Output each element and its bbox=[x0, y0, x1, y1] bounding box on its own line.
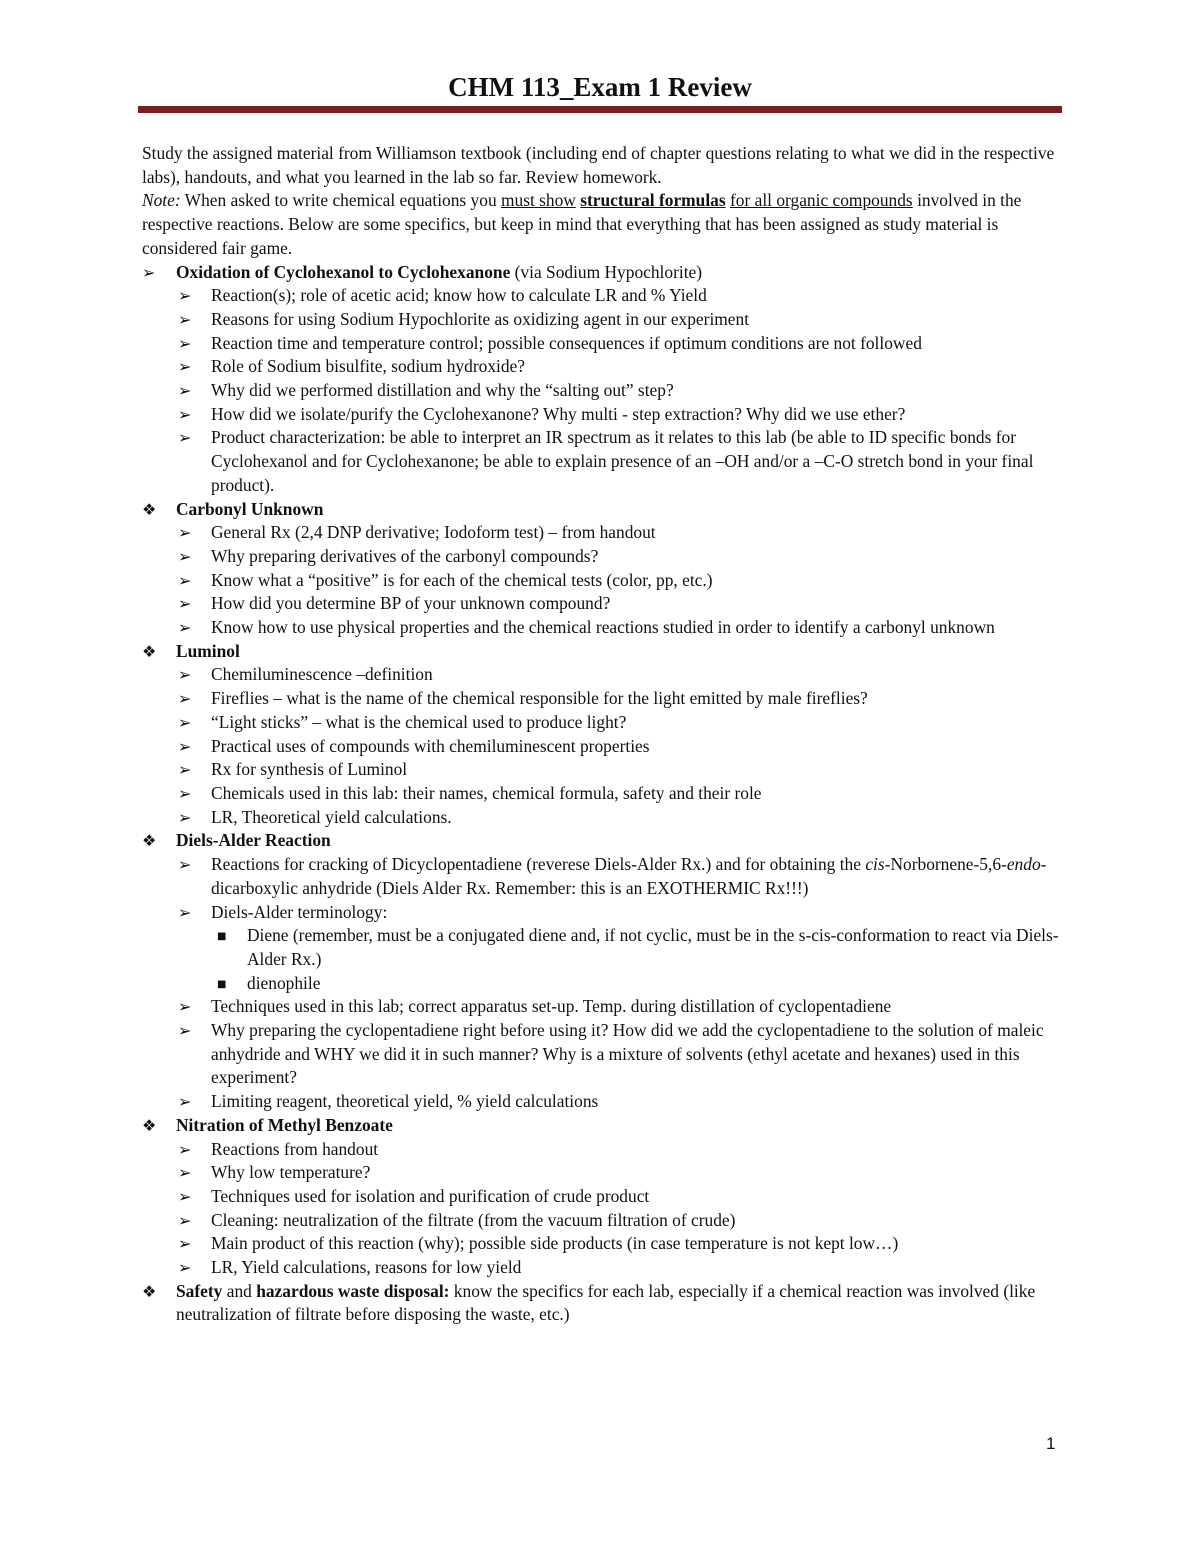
item-text: Practical uses of compounds with chemiluminescent properties bbox=[211, 735, 650, 756]
diamond-bullet-icon: ❖ bbox=[142, 831, 157, 851]
section-carbonyl-unknown bbox=[142, 498, 1062, 640]
arrow-bullet-icon: ➢ bbox=[178, 309, 192, 329]
list-item bbox=[176, 735, 1062, 759]
document-title: CHM 113_Exam 1 Review bbox=[448, 72, 752, 102]
list-item bbox=[176, 663, 1062, 687]
section-items bbox=[176, 1138, 1062, 1280]
list-item bbox=[176, 308, 1062, 332]
list-item bbox=[176, 1019, 1062, 1090]
item-text: Fireflies – what is the name of the chemical responsible for the light emitted by male fireflies? bbox=[211, 688, 868, 709]
intro-paragraph bbox=[142, 142, 1062, 261]
section-oxidation bbox=[142, 261, 1062, 498]
item-text: Why preparing derivatives of the carbonyl compounds? bbox=[211, 545, 599, 566]
arrow-bullet-icon: ➢ bbox=[178, 546, 192, 566]
arrow-bullet-icon: ➢ bbox=[178, 997, 192, 1017]
sub-items bbox=[211, 924, 1062, 995]
section-items bbox=[176, 521, 1062, 640]
section-heading: Diels-Alder Reaction bbox=[176, 830, 331, 851]
list-item bbox=[176, 616, 1062, 640]
section-nitration bbox=[142, 1114, 1062, 1280]
arrow-bullet-icon: ➢ bbox=[178, 1234, 192, 1254]
item-text: Main product of this reaction (why); possible side products (in case temperature is not kept low…) bbox=[211, 1233, 899, 1254]
arrow-bullet-icon: ➢ bbox=[178, 618, 192, 638]
list-item bbox=[176, 995, 1062, 1019]
section-heading: Luminol bbox=[176, 640, 240, 661]
item-text: -dicarboxylic anhydride (Diels Alder Rx. Remember: this is an EXOTHERMIC Rx!!!) bbox=[211, 854, 1047, 898]
arrow-bullet-icon: ➢ bbox=[178, 286, 192, 306]
list-item bbox=[176, 379, 1062, 403]
list-item bbox=[176, 782, 1062, 806]
diamond-bullet-icon: ❖ bbox=[142, 499, 157, 519]
section-items bbox=[176, 284, 1062, 497]
arrow-bullet-icon: ➢ bbox=[178, 1210, 192, 1230]
arrow-bullet-icon: ➢ bbox=[178, 855, 192, 875]
item-text: Cleaning: neutralization of the filtrate (from the vacuum filtration of crude) bbox=[211, 1209, 736, 1230]
item-text: Chemiluminescence –definition bbox=[211, 664, 433, 685]
list-item bbox=[176, 1090, 1062, 1114]
list-item bbox=[176, 1209, 1062, 1233]
item-text: How did you determine BP of your unknown compound? bbox=[211, 593, 611, 614]
section-heading: hazardous waste disposal: bbox=[256, 1280, 450, 1301]
diamond-bullet-icon: ❖ bbox=[142, 641, 157, 661]
arrow-bullet-icon: ➢ bbox=[178, 357, 192, 377]
item-text: Why did we performed distillation and why the “salting out” step? bbox=[211, 380, 674, 401]
diamond-bullet-icon: ❖ bbox=[142, 1115, 157, 1135]
arrow-bullet-icon: ➢ bbox=[178, 1163, 192, 1183]
list-item bbox=[176, 545, 1062, 569]
section-heading: Safety bbox=[176, 1280, 223, 1301]
list-item bbox=[176, 569, 1062, 593]
arrow-bullet-icon: ➢ bbox=[178, 689, 192, 709]
item-text: Know what a “positive” is for each of the chemical tests (color, pp, etc.) bbox=[211, 569, 713, 590]
arrow-bullet-icon: ➢ bbox=[178, 523, 192, 543]
list-item bbox=[176, 355, 1062, 379]
list-item bbox=[176, 1185, 1062, 1209]
sub-list-item bbox=[211, 972, 1062, 996]
intro-text: Study the assigned material from Williamson textbook (including end of chapter questions relating to what we did in the respective labs), handouts, and what you learned in the lab so far. Review homework. bbox=[142, 143, 1055, 187]
section-diels-alder bbox=[142, 829, 1062, 1113]
item-text: Why low temperature? bbox=[211, 1162, 371, 1183]
item-text: Reactions from handout bbox=[211, 1138, 379, 1159]
arrow-bullet-icon: ➢ bbox=[178, 594, 192, 614]
list-item bbox=[176, 403, 1062, 427]
item-text: Techniques used for isolation and purification of crude product bbox=[211, 1185, 650, 1206]
list-item bbox=[176, 711, 1062, 735]
arrow-bullet-icon: ➢ bbox=[178, 783, 192, 803]
title-rule bbox=[138, 106, 1062, 113]
list-item bbox=[176, 901, 1062, 996]
arrow-bullet-icon: ➢ bbox=[178, 807, 192, 827]
item-text: Diene (remember, must be a conjugated diene and, if not cyclic, must be in the s-cis-conformation to react via Diels-Alder Rx.) bbox=[247, 925, 1059, 969]
list-item bbox=[176, 284, 1062, 308]
item-text: “Light sticks” – what is the chemical used to produce light? bbox=[211, 711, 627, 732]
item-text: Reaction time and temperature control; possible consequences if optimum conditions are not followed bbox=[211, 332, 922, 353]
section-heading-and: and bbox=[222, 1280, 257, 1301]
list-item bbox=[176, 426, 1062, 497]
section-heading: Carbonyl Unknown bbox=[176, 498, 324, 519]
item-text: Chemicals used in this lab: their names, chemical formula, safety and their role bbox=[211, 782, 762, 803]
note-text-end: involved in the respective reactions. Below are some specifics, but keep in mind that everything that has been assigned as study material is considered fair game. bbox=[142, 190, 1022, 258]
arrow-bullet-icon: ➢ bbox=[178, 381, 192, 401]
item-italic-endo: endo bbox=[1006, 854, 1041, 875]
section-items bbox=[176, 853, 1062, 1114]
arrow-bullet-icon: ➢ bbox=[178, 428, 192, 448]
item-text: dienophile bbox=[247, 972, 321, 993]
list-item bbox=[176, 1161, 1062, 1185]
list-item bbox=[176, 1256, 1062, 1280]
item-text: Why preparing the cyclopentadiene right before using it? How did we add the cyclopentadiene to the solution of maleic anhydride and WHY we did it in such manner? Why is a mixture of solvents (ethyl acetate and hexanes) used in this experiment? bbox=[211, 1020, 1044, 1088]
arrow-bullet-icon: ➢ bbox=[178, 570, 192, 590]
section-heading: Oxidation of Cyclohexanol to Cyclohexanone bbox=[176, 261, 511, 282]
arrow-bullet-icon: ➢ bbox=[178, 902, 192, 922]
item-text: LR, Yield calculations, reasons for low yield bbox=[211, 1257, 522, 1278]
arrow-bullet-icon: ➢ bbox=[178, 1139, 192, 1159]
note-must-show: must show bbox=[500, 190, 576, 211]
arrow-bullet-icon: ➢ bbox=[178, 333, 192, 353]
note-structural-formulas: structural formulas bbox=[580, 190, 726, 211]
list-item bbox=[176, 592, 1062, 616]
sub-list-item bbox=[211, 924, 1062, 971]
arrow-bullet-icon: ➢ bbox=[178, 736, 192, 756]
list-item bbox=[176, 758, 1062, 782]
arrow-bullet-icon: ➢ bbox=[178, 1092, 192, 1112]
section-heading-rest: (via Sodium Hypochlorite) bbox=[510, 261, 703, 282]
list-item bbox=[176, 1232, 1062, 1256]
list-item bbox=[176, 806, 1062, 830]
item-text: Techniques used in this lab; correct apparatus set-up. Temp. during distillation of cyclopentadiene bbox=[211, 996, 892, 1017]
note-for-all-organic: for all organic compounds bbox=[729, 190, 913, 211]
arrow-bullet-icon: ➢ bbox=[178, 665, 192, 685]
section-list bbox=[142, 261, 1062, 1328]
item-text: Product characterization: be able to interpret an IR spectrum as it relates to this lab (be able to ID specific bonds for Cyclohexanol and for Cyclohexanone; be able to explain presence of an –OH and/or a –C-O stretch bond in your final product). bbox=[211, 427, 1034, 495]
section-text: know the specifics for each lab, especially if a chemical reaction was involved (like neutralization of filtrate before disposing the waste, etc.) bbox=[176, 1280, 1036, 1325]
list-item bbox=[176, 332, 1062, 356]
note-label: Note: bbox=[142, 190, 181, 211]
arrow-bullet-icon: ➢ bbox=[178, 1258, 192, 1278]
arrow-bullet-icon: ➢ bbox=[178, 712, 192, 732]
item-text: General Rx (2,4 DNP derivative; Iodoform test) – from handout bbox=[211, 522, 656, 543]
arrow-bullet-icon: ➢ bbox=[178, 760, 192, 780]
item-italic-cis: cis bbox=[865, 854, 885, 875]
arrow-bullet-icon: ➢ bbox=[142, 262, 156, 282]
list-item bbox=[176, 853, 1062, 900]
item-text: Role of Sodium bisulfite, sodium hydroxide? bbox=[211, 356, 525, 377]
item-text: Diels-Alder terminology: bbox=[211, 901, 388, 922]
item-text: Reasons for using Sodium Hypochlorite as oxidizing agent in our experiment bbox=[211, 308, 750, 329]
section-items bbox=[176, 663, 1062, 829]
list-item bbox=[176, 687, 1062, 711]
item-text: -Norbornene-5,6- bbox=[884, 854, 1007, 875]
square-bullet-icon: ■ bbox=[217, 978, 227, 990]
item-text: LR, Theoretical yield calculations. bbox=[211, 806, 452, 827]
list-item bbox=[176, 521, 1062, 545]
section-luminol bbox=[142, 640, 1062, 830]
page-number: 1 bbox=[1046, 1434, 1056, 1453]
document-body bbox=[142, 142, 1062, 1327]
square-bullet-icon: ■ bbox=[217, 931, 227, 943]
item-text: Reaction(s); role of acetic acid; know how to calculate LR and % Yield bbox=[211, 285, 707, 306]
arrow-bullet-icon: ➢ bbox=[178, 1021, 192, 1041]
note-text: When asked to write chemical equations you bbox=[180, 190, 501, 211]
item-text: Limiting reagent, theoretical yield, % yield calculations bbox=[211, 1091, 599, 1112]
section-heading: Nitration of Methyl Benzoate bbox=[176, 1114, 393, 1135]
section-safety bbox=[142, 1280, 1062, 1327]
item-text: How did we isolate/purify the Cyclohexanone? Why multi - step extraction? Why did we use ether? bbox=[211, 403, 906, 424]
arrow-bullet-icon: ➢ bbox=[178, 404, 192, 424]
item-text: Know how to use physical properties and the chemical reactions studied in order to identify a carbonyl unknown bbox=[211, 617, 995, 638]
list-item bbox=[176, 1138, 1062, 1162]
arrow-bullet-icon: ➢ bbox=[178, 1186, 192, 1206]
item-text: Rx for synthesis of Luminol bbox=[211, 759, 408, 780]
item-text: Reactions for cracking of Dicyclopentadiene (reverese Diels-Alder Rx.) and for obtaining the bbox=[211, 854, 866, 875]
diamond-bullet-icon: ❖ bbox=[142, 1281, 157, 1301]
